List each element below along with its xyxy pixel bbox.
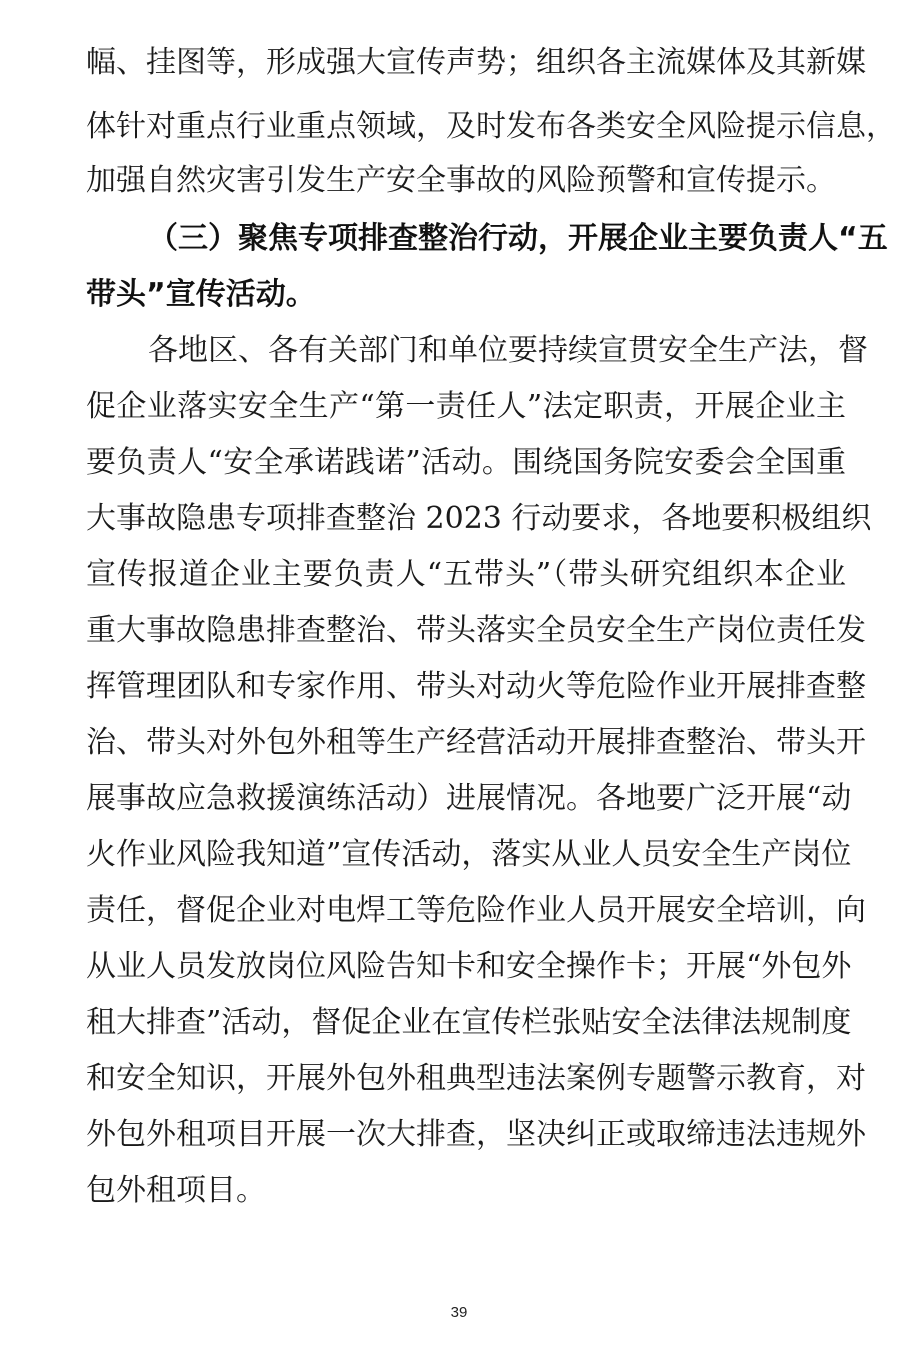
- text-line: 幅、挂图等，形成强大宣传声势；组织各主流媒体及其新媒: [86, 45, 866, 80]
- text-line: 治、带头对外包外租等生产经营活动开展排查整治、带头开: [86, 725, 866, 760]
- text-line: 和安全知识，开展外包外租典型违法案例专题警示教育，对: [86, 1061, 866, 1096]
- text-line: 火作业风险我知道”宣传活动，落实从业人员安全生产岗位: [86, 837, 852, 872]
- heading-line: 带头”宣传活动。: [86, 277, 316, 312]
- text-line: 宣传报道企业主要负责人“五带头”（带头研究组织本企业: [86, 557, 846, 592]
- text-line: 租大排查”活动，督促企业在宣传栏张贴安全法律法规制度: [86, 1005, 852, 1040]
- text-line: 外包外租项目开展一次大排查，坚决纠正或取缔违法违规外: [86, 1117, 866, 1152]
- page-number: 39: [450, 1304, 468, 1321]
- text-line: 各地区、各有关部门和单位要持续宣贯安全生产法，督: [148, 333, 868, 368]
- text-line: 重大事故隐患排查整治、带头落实全员安全生产岗位责任发: [86, 613, 866, 648]
- text-line: 包外租项目。: [86, 1173, 266, 1208]
- text-line: 加强自然灾害引发生产安全事故的风险预警和宣传提示。: [86, 163, 836, 198]
- text-line: 大事故隐患专项排查整治 2023 行动要求，各地要积极组织: [86, 501, 872, 536]
- text-line: 从业人员发放岗位风险告知卡和安全操作卡；开展“外包外: [86, 949, 852, 984]
- text-line: 展事故应急救援演练活动）进展情况。各地要广泛开展“动: [86, 781, 852, 816]
- text-line: 责任，督促企业对电焊工等危险作业人员开展安全培训，向: [86, 893, 866, 928]
- heading-line: （三）聚焦专项排查整治行动，开展企业主要负责人“五: [148, 221, 888, 256]
- text-line: 挥管理团队和专家作用、带头对动火等危险作业开展排查整: [86, 669, 866, 704]
- text-line: 体针对重点行业重点领域，及时发布各类安全风险提示信息，: [86, 109, 896, 144]
- text-line: 促企业落实安全生产“第一责任人”法定职责，开展企业主: [86, 389, 846, 424]
- text-line: 要负责人“安全承诺践诺”活动。围绕国务院安委会全国重: [86, 445, 846, 480]
